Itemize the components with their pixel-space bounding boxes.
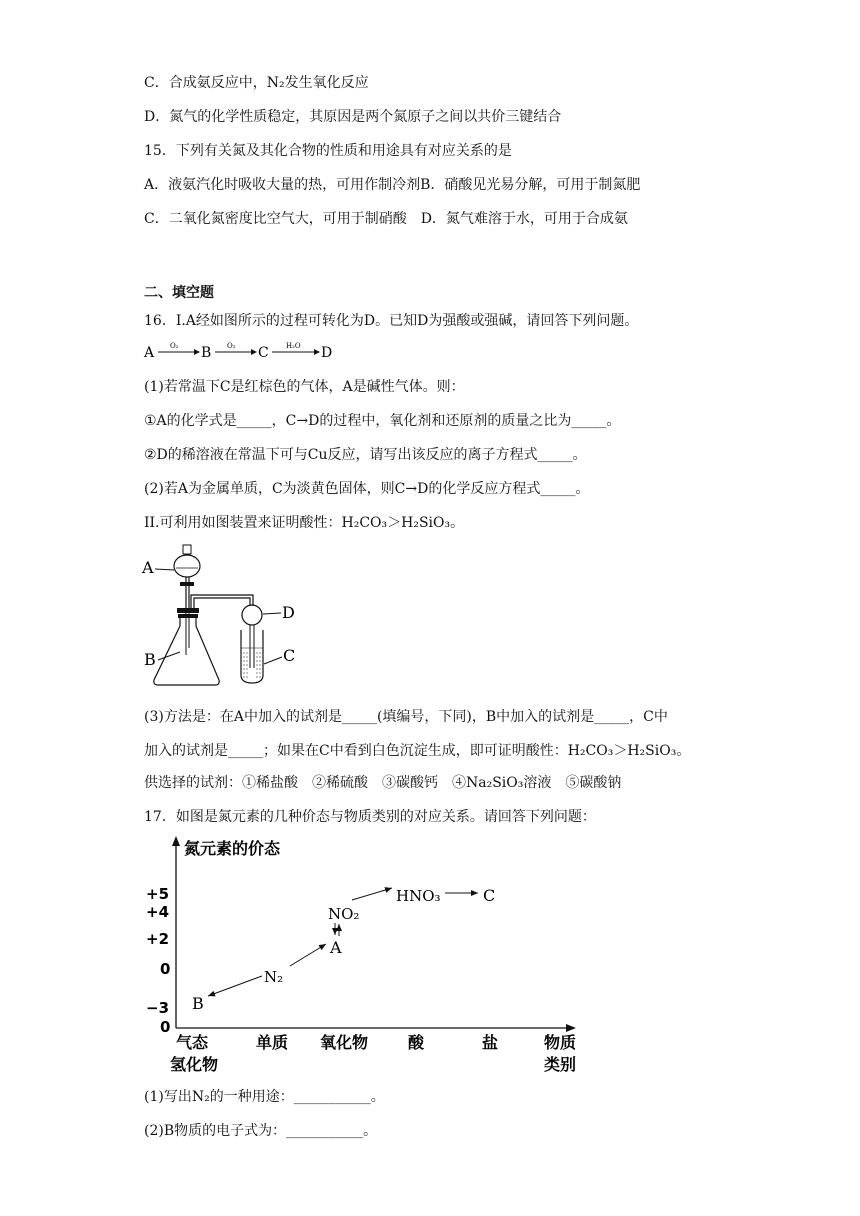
chain-d: D (321, 345, 333, 361)
valence-graph (140, 832, 600, 1077)
species-b: B (192, 994, 204, 1013)
options-cd-15: C．二氧化氮密度比空气大，可用于制硝酸 D．氮气难溶于水，可用于合成氨 (144, 211, 628, 227)
question-17: 17．如图是氮元素的几种价态与物质类别的对应关系。请回答下列问题： (144, 809, 596, 825)
xcat-gas-1: 气态 (176, 1033, 209, 1052)
section-heading: 二、填空题 (144, 285, 214, 301)
xcat-gas-2: 氢化物 (170, 1055, 219, 1074)
ytick-plus4: +4 (146, 903, 170, 921)
q16-reagents: 供选择的试剂：①稀盐酸 ②稀硫酸 ③碳酸钙 ④Na₂SiO₃溶液 ⑤碳酸钠 (144, 775, 622, 791)
xcat-category-2: 类别 (544, 1055, 577, 1074)
label-d: D (282, 603, 295, 622)
chain-h2o: H₂O (286, 342, 301, 350)
q17-part1: (1)写出N₂的一种用途：___________。 (144, 1089, 385, 1105)
chain-o2-2: O₂ (227, 342, 236, 350)
q16-part2-intro: II.可利用如图装置来证明酸性：H₂CO₃＞H₂SiO₃。 (144, 515, 465, 531)
q16-part1-b: ②D的稀溶液在常温下可与Cu反应，请写出该反应的离子方程式_____。 (144, 447, 587, 463)
species-no2: NO₂ (328, 905, 360, 923)
label-a: A (142, 558, 154, 577)
species-hno3: HNO₃ (396, 887, 441, 905)
q16-part1: (1)若常温下C是红棕色的气体，A是碱性气体。则： (144, 379, 465, 395)
chain-c: C (258, 345, 269, 361)
q17-part2: (2)B物质的电子式为：___________。 (144, 1123, 378, 1139)
xcat-salt: 盐 (482, 1033, 499, 1052)
y-axis-title: 氮元素的价态 (184, 839, 281, 858)
ytick-plus5: +5 (146, 885, 170, 903)
q16-part3-cont: 加入的试剂是_____；如果在C中看到白色沉淀生成，即可证明酸性：H₂CO₃＞H₂SiO₃。 (144, 743, 691, 759)
xcat-element: 单质 (256, 1033, 289, 1052)
option-d-14: D．氮气的化学性质稳定，其原因是两个氮原子之间以共价三键结合 (144, 109, 562, 125)
reaction-chain (140, 338, 350, 364)
species-c: C (483, 886, 496, 905)
option-c-14: C．合成氨反应中，N₂发生氧化反应 (144, 75, 369, 91)
q16-part2: (2)若A为金属单质，C为淡黄色固体，则C→D的化学反应方程式_____。 (144, 481, 590, 497)
species-n2: N₂ (264, 968, 284, 986)
q16-part1-a: ①A的化学式是_____，C→D的过程中，氧化剂和还原剂的质量之比为_____。 (144, 413, 621, 429)
ytick-zero: 0 (160, 960, 171, 978)
label-c: C (283, 646, 296, 665)
species-a: A (330, 938, 342, 957)
chain-o2-1: O₂ (170, 342, 179, 350)
ytick-minus3: −3 (146, 999, 170, 1017)
xcat-oxide: 氧化物 (320, 1033, 369, 1052)
apparatus-diagram (140, 540, 310, 695)
q16-part3: (3)方法是：在A中加入的试剂是_____(填编号，下同)，B中加入的试剂是_____，C中 (144, 709, 668, 725)
chain-a: A (144, 345, 155, 361)
question-16: 16．I.A经如图所示的过程可转化为D。已知D为强酸或强碱，请回答下列问题。 (144, 313, 639, 329)
options-ab-15: A．液氨汽化时吸收大量的热，可用作制冷剂B．硝酸见光易分解，可用于制氮肥 (144, 177, 641, 193)
question-15: 15．下列有关氮及其化合物的性质和用途具有对应关系的是 (144, 143, 512, 159)
ytick-plus2: +2 (146, 930, 170, 948)
xcat-acid: 酸 (408, 1033, 425, 1052)
chain-b: B (201, 345, 212, 361)
label-b: B (144, 650, 156, 669)
ytick-origin: 0 (160, 1018, 171, 1036)
xcat-category-1: 物质 (544, 1033, 577, 1052)
